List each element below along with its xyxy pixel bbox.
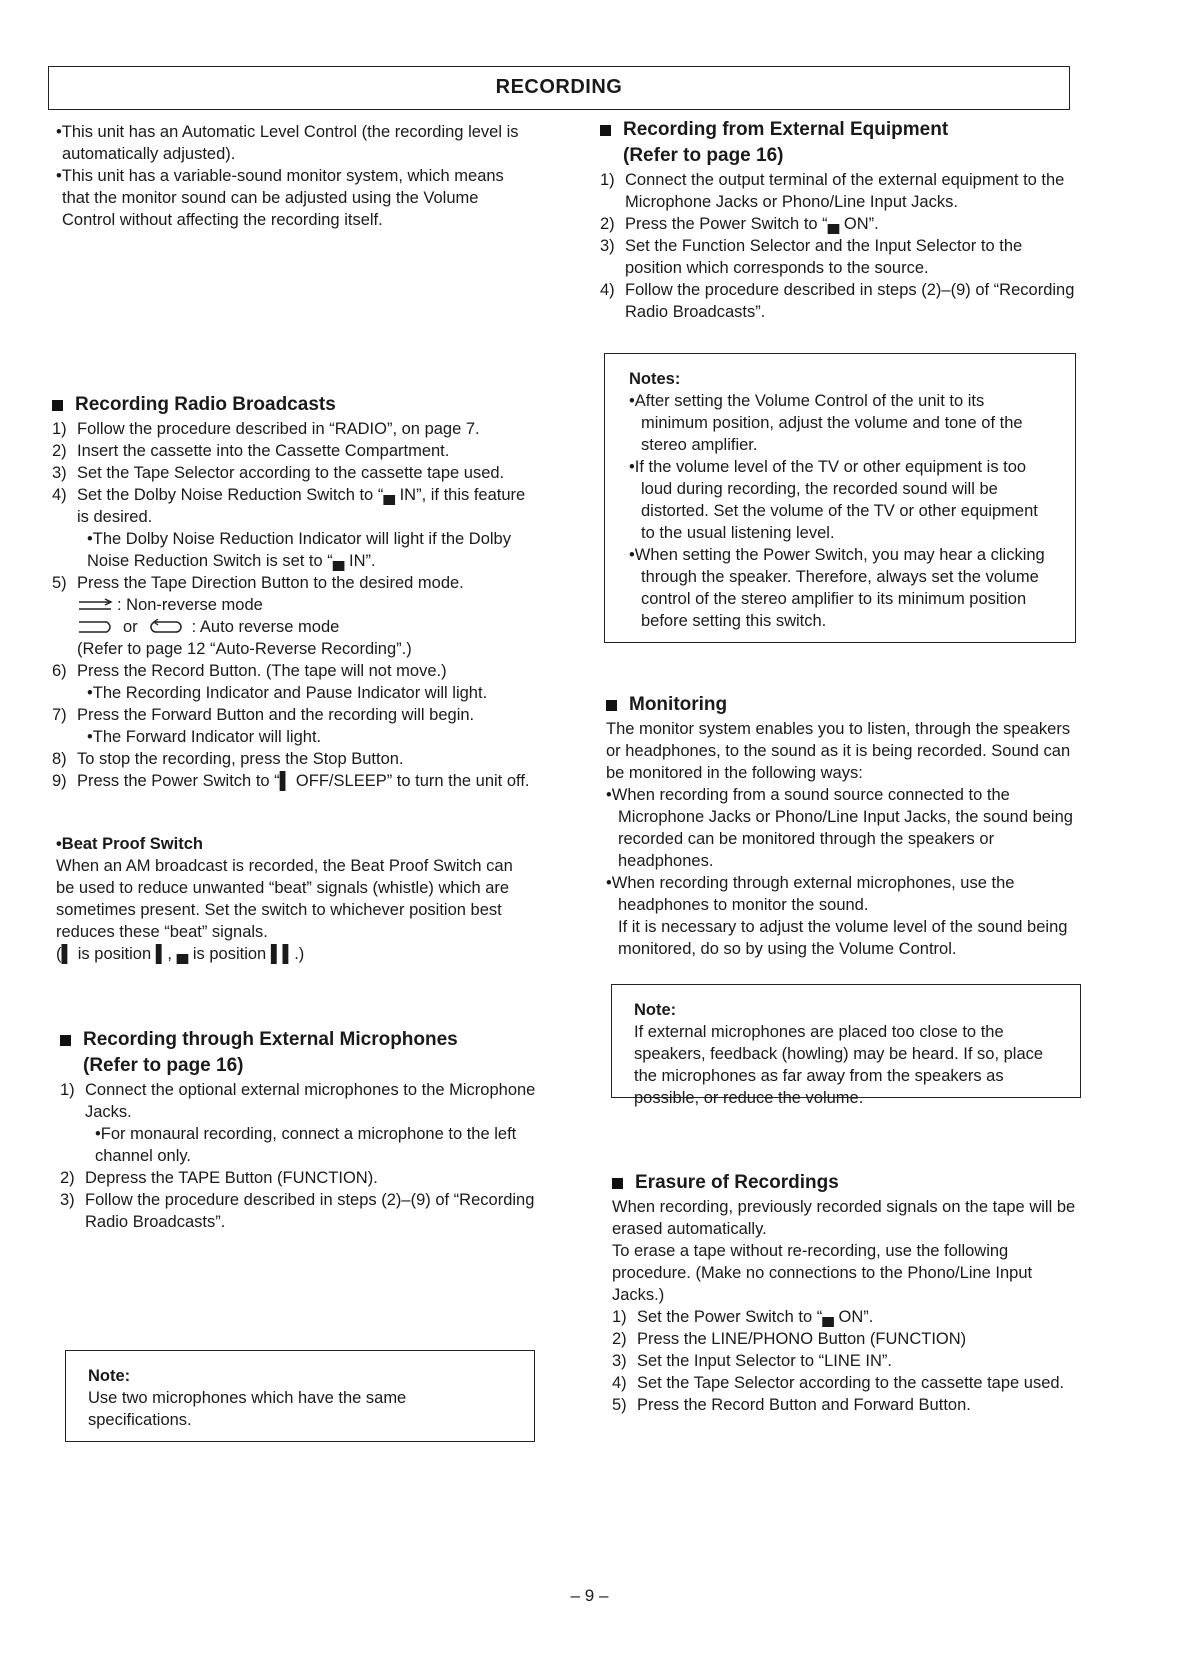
list-item: 7) Press the Forward Button and the recording will begin. •The Forward Indicator will light. [52,704,538,748]
monitoring-extra: If it is necessary to adjust the volume level of the sound being monitored, do so by using the Volume Control. [618,918,1068,958]
loop-arrow-icon [148,619,184,635]
list-item: 1) Connect the optional external microphones to the Microphone Jacks. •For monaural recording, connect a microphone to the left channel only. [60,1079,538,1167]
external-steps [600,169,1078,323]
list-item: 5) Press the Tape Direction Button to the desired mode. [52,574,464,592]
external-title: Recording from External Equipment (Refer to page 16) [600,117,1078,169]
note-bullet: •When setting the Power Switch, you may hear a clicking through the speaker. Therefore, always set the volume control of the stereo amplifier to its minimum position before setting this switch. [629,546,1045,630]
intro-bullet-2: •This unit has a variable-sound monitor system, which means that the monitor sound can be adjusted using the Volume Control without affecting the recording itself. [56,167,504,229]
list-item: 6) Press the Record Button. (The tape will not move.) •The Recording Indicator and Pause Indicator will light. [52,660,538,704]
external-notes-box [604,353,1076,643]
square-bullet-icon [600,125,611,136]
square-bullet-icon [606,700,617,711]
list-item: 3) Set the Input Selector to “LINE IN”. [612,1352,892,1370]
external-section [600,117,1078,323]
sub-bullet: •For monaural recording, connect a microphone to the left channel only. [95,1125,517,1165]
page-title: RECORDING [495,76,623,98]
monitoring-text: The monitor system enables you to listen, through the speakers or headphones, to the sound as it is being recorded. Sound can be monitored in the following ways: [606,720,1071,782]
list-item: 1) Follow the procedure described in “RADIO”, on page 7. [52,420,480,438]
beat-proof-section [56,833,534,965]
list-item: 2) Press the LINE/PHONO Button (FUNCTION) [612,1330,967,1348]
mics-note-box [65,1350,535,1442]
list-item: 1) Connect the output terminal of the external equipment to the Microphone Jacks or Phono/Line Input Jacks. [600,171,1065,211]
monitoring-section [606,692,1082,960]
list-item: 1) Set the Power Switch to “▄ ON”. [612,1308,874,1326]
erasure-text-2: To erase a tape without re-recording, use the following procedure. (Make no connections to the Phono/Line Input Jacks.) [612,1242,1033,1304]
note-title: Note: [88,1367,131,1385]
note-text: If external microphones are placed too close to the speakers, feedback (howling) may be heard. If so, place the microphones as far away from the speakers as possible, or reduce the volume. [634,1023,1044,1107]
sub-bullet: •The Dolby Noise Reduction Indicator will light if the Dolby Noise Reduction Switch is set to “▄ IN”. [87,530,511,570]
notes-title: Notes: [629,370,681,388]
beat-proof-text: When an AM broadcast is recorded, the Beat Proof Switch can be used to reduce unwanted “beat” signals (whistle) which are sometimes present. Set the switch to whichever position best reduces these “beat” signals. [56,857,513,941]
sub-bullet: •The Forward Indicator will light. [87,728,322,746]
list-item: 4) Set the Tape Selector according to the cassette tape used. [612,1374,1065,1392]
list-item: 5) Press the Record Button and Forward Button. [612,1396,971,1414]
monitoring-bullet: •When recording through external microphones, use the headphones to monitor the sound. [606,874,1015,914]
square-bullet-icon [52,400,63,411]
mode-auto-reverse: or : Auto reverse mode [52,616,538,638]
radio-steps-continued [52,660,538,792]
note-bullet: •After setting the Volume Control of the unit to its minimum position, adjust the volume and tone of the stereo amplifier. [629,392,1023,454]
mode-refer: (Refer to page 12 “Auto-Reverse Recording”.) [77,640,412,658]
erasure-steps [612,1306,1086,1416]
mics-section [60,1027,538,1233]
beat-proof-title: •Beat Proof Switch [56,835,203,853]
monitoring-note-box [611,984,1081,1107]
mics-title: Recording through External Microphones (Refer to page 16) [60,1027,538,1079]
radio-section [52,392,538,792]
radio-title: Recording Radio Broadcasts [52,392,538,418]
intro-section [56,121,534,231]
list-item: 3) Follow the procedure described in steps (2)–(9) of “Recording Radio Broadcasts”. [60,1191,535,1231]
square-bullet-icon [612,1178,623,1189]
note-text: Use two microphones which have the same specifications. [88,1389,407,1429]
note-title: Note: [634,1001,677,1019]
note-bullet: •If the volume level of the TV or other equipment is too loud during recording, the recorded sound will be distorted. Set the volume of the TV or other equipment to the usual listening level. [629,458,1038,542]
intro-bullet-1: •This unit has an Automatic Level Control (the recording level is automatically adjusted). [56,123,519,163]
non-reverse-arrow-icon [77,598,113,612]
monitoring-title: Monitoring [606,692,1082,718]
list-item: 3) Set the Function Selector and the Input Selector to the position which corresponds to the source. [600,237,1023,277]
list-item: 4) Follow the procedure described in steps (2)–(9) of “Recording Radio Broadcasts”. [600,281,1075,321]
mics-steps [60,1079,538,1233]
beat-proof-positions: (▌ is position ▌, ▄ is position ▌▌.) [56,945,305,963]
erasure-title: Erasure of Recordings [612,1170,1086,1196]
list-item: 8) To stop the recording, press the Stop Button. [52,750,404,768]
page-number: – 9 – [570,1586,609,1605]
list-item: 9) Press the Power Switch to “▌ OFF/SLEEP” to turn the unit off. [52,772,530,790]
list-item: 2) Press the Power Switch to “▄ ON”. [600,215,879,233]
list-item: 3) Set the Tape Selector according to the cassette tape used. [52,464,505,482]
erasure-section [612,1170,1086,1416]
mode-nonreverse: : Non-reverse mode [52,594,538,616]
list-item: 2) Depress the TAPE Button (FUNCTION). [60,1169,378,1187]
list-item: 4) Set the Dolby Noise Reduction Switch to “▄ IN”, if this feature is desired. •The Dolby Noise Reduction Indicator will light if the Dolby Noise Reduction Switch is set to “▄ IN”. [52,484,538,572]
square-bullet-icon [60,1035,71,1046]
radio-steps [52,418,538,594]
erasure-text-1: When recording, previously recorded signals on the tape will be erased automatically. [612,1198,1076,1238]
list-item: 2) Insert the cassette into the Cassette Compartment. [52,442,450,460]
monitoring-bullet: •When recording from a sound source connected to the Microphone Jacks or Phono/Line Input Jacks, the sound being recorded can be monitored through the speakers or headphones. [606,786,1073,870]
reverse-arrow-icon [77,619,113,635]
sub-bullet: •The Recording Indicator and Pause Indicator will light. [87,684,488,702]
header-box [48,66,1070,110]
